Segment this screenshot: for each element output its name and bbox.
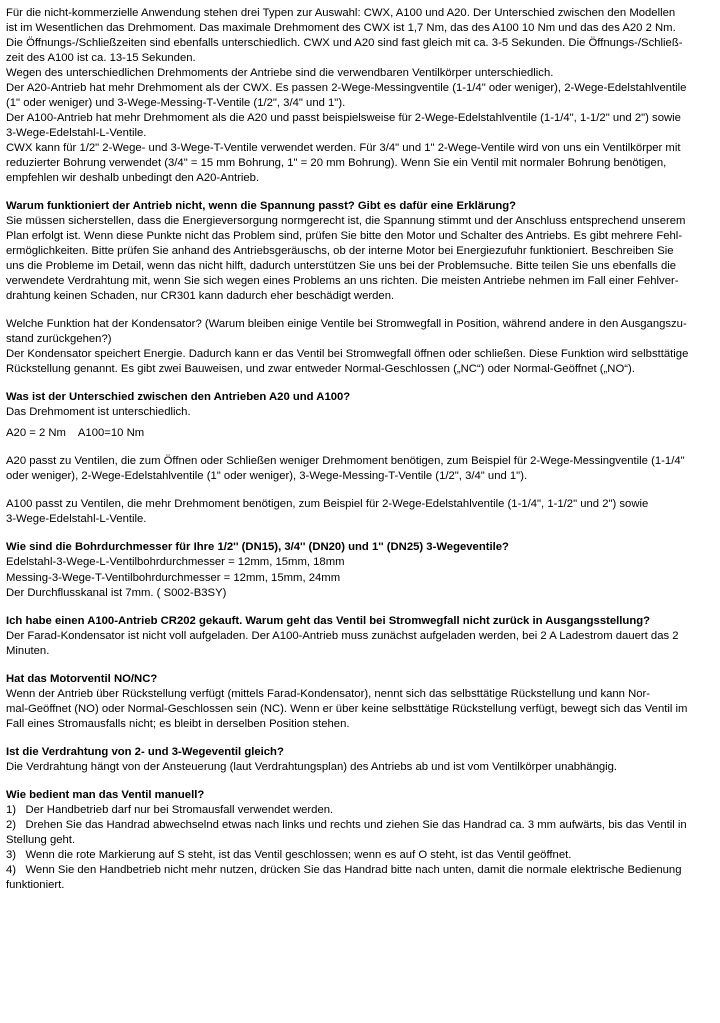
text-line: 4) Wenn Sie den Handbetrieb nicht mehr nutzen, drücken Sie das Handrad bitte nach unten, damit die normale elektrische Bedienung bbox=[6, 863, 682, 876]
text-line: Sie müssen sicherstellen, dass die Energieversorgung normgerecht ist, die Spannung stimmt und der Anschluss entsprechend unserem bbox=[6, 215, 686, 228]
document-body bbox=[6, 6, 712, 893]
text-line: 3) Wenn die rote Markierung auf S steht, ist das Ventil geschlossen; wenn es auf O steht, ist das Ventil geöffnet. bbox=[6, 848, 572, 861]
paragraph bbox=[6, 426, 712, 441]
text-line: ist im Wesentlichen das Drehmoment. Das maximale Drehmoment des CWX ist 1,7 Nm, das des A100 10 Nm und das des A20 2 Nm. bbox=[6, 22, 676, 35]
text-line: A100 passt zu Ventilen, die mehr Drehmoment benötigen, zum Beispiel für 2-Wege-Edelstahlventile (1-1/4", 1-1/2" und 2") sowie bbox=[6, 498, 649, 511]
paragraph bbox=[6, 405, 712, 420]
paragraph-spacer bbox=[6, 775, 712, 788]
text-line: Plan erfolgt ist. Wenn diese Punkte nicht das Problem sind, prüfen Sie bitte den Motor und Schalter des Antriebs. Es gibt mehrere Fehl- bbox=[6, 230, 683, 243]
faq-question bbox=[6, 614, 712, 629]
paragraph bbox=[6, 629, 712, 659]
paragraph bbox=[6, 6, 712, 66]
paragraph bbox=[6, 317, 712, 347]
text-line: Edelstahl-3-Wege-L-Ventilbohrdurchmesser = 12mm, 15mm, 18mm bbox=[6, 556, 345, 569]
text-line: Der Kondensator speichert Energie. Dadurch kann er das Ventil bei Stromwegfall öffnen oder schließen. Diese Funktion wird selbsttätige bbox=[6, 348, 689, 361]
paragraph bbox=[6, 687, 712, 732]
text-line: uns die Probleme im Detail, wenn das nicht hilft, dadurch unterstützen Sie uns bei der Problemsuche. Bitte teilen Sie uns ebenfalls die bbox=[6, 260, 677, 273]
text-line: Wie sind die Bohrdurchmesser für Ihre 1/2'' (DN15), 3/4'' (DN20) und 1'' (DN25) 3-Wegeventile? bbox=[6, 541, 509, 554]
text-line: verwendete Verdrahtung mit, wenn Sie sich wegen eines Problems an uns richten. Die meisten Antriebe nehmen im Fall einer Fehlver- bbox=[6, 275, 679, 288]
paragraph-spacer bbox=[6, 601, 712, 614]
faq-question bbox=[6, 390, 712, 405]
paragraph-spacer bbox=[6, 484, 712, 497]
paragraph-spacer bbox=[6, 441, 712, 454]
paragraph-spacer bbox=[6, 659, 712, 672]
faq-question bbox=[6, 540, 712, 555]
text-line: Der A20-Antrieb hat mehr Drehmoment als der CWX. Es passen 2-Wege-Messingventile (1-1/4" oder weniger), 2-Wege-Edelstahlventile bbox=[6, 82, 687, 95]
paragraph-spacer bbox=[6, 377, 712, 390]
paragraph bbox=[6, 141, 712, 186]
text-line: 3-Wege-Edelstahl-L-Ventile. bbox=[6, 127, 147, 140]
text-line: Hat das Motorventil NO/NC? bbox=[6, 672, 158, 685]
paragraph bbox=[6, 760, 712, 775]
paragraph bbox=[6, 111, 712, 141]
text-line: Die Öffnungs-/Schließzeiten sind ebenfalls unterschiedlich. CWX und A20 sind fast gleich mit ca. 3-5 Sekunden. Die Öffnungs-/Schließ- bbox=[6, 37, 683, 50]
paragraph bbox=[6, 214, 712, 304]
text-line: stand zurückgehen?) bbox=[6, 333, 112, 346]
paragraph bbox=[6, 454, 712, 484]
text-line: CWX kann für 1/2" 2-Wege- und 3-Wege-T-Ventile verwendet werden. Für 3/4" und 1" 2-Wege-Ventile wird von uns ein Ventilkörper mit bbox=[6, 142, 681, 155]
faq-question bbox=[6, 745, 712, 760]
text-line: Fall eines Stromausfalls nicht; es bleibt in derselben Position stehen. bbox=[6, 717, 350, 730]
text-line: reduzierter Bohrung verwendet (3/4" = 15 mm Bohrung, 1" = 20 mm Bohrung). Wenn Sie ein Ventil mit normaler Bohrung benötigen, bbox=[6, 157, 667, 170]
text-line: Warum funktioniert der Antrieb nicht, wenn die Spannung passt? Gibt es dafür eine Erklärung? bbox=[6, 200, 517, 213]
paragraph bbox=[6, 555, 712, 600]
text-line: Wegen des unterschiedlichen Drehmoments der Antriebe sind die verwendbaren Ventilkörper unterschiedlich. bbox=[6, 67, 554, 80]
paragraph bbox=[6, 497, 712, 527]
paragraph bbox=[6, 66, 712, 81]
text-line: Der Durchflusskanal ist 7mm. ( S002-B3SY) bbox=[6, 586, 227, 599]
text-line: Für die nicht-kommerzielle Anwendung stehen drei Typen zur Auswahl: CWX, A100 und A20. Der Unterschied zwischen den Modellen bbox=[6, 7, 676, 19]
text-line: 1) Der Handbetrieb darf nur bei Stromausfall verwendet werden. bbox=[6, 803, 334, 816]
text-line: 2) Drehen Sie das Handrad abwechselnd etwas nach links und rechts und ziehen Sie das Handrad ca. 3 mm aufwärts, bis das Ventil in bbox=[6, 818, 687, 831]
text-line: A20 passt zu Ventilen, die zum Öffnen oder Schließen weniger Drehmoment benötigen, zum Beispiel für 2-Wege-Messingventile (1-1/4" bbox=[6, 455, 685, 468]
faq-question bbox=[6, 199, 712, 214]
text-line: (1" oder weniger) und 3-Wege-Messing-T-Ventile (1/2", 3/4" und 1"). bbox=[6, 97, 346, 110]
text-line: Ich habe einen A100-Antrieb CR202 gekauft. Warum geht das Ventil bei Stromwegfall nicht zurück in Ausgangsstellung? bbox=[6, 614, 651, 627]
text-line: ermöglichkeiten. Bitte prüfen Sie anhand des Antriebsgeräuschs, ob der interne Motor bei Energiezufuhr funktioniert. Beschreiben Sie bbox=[6, 245, 674, 258]
text-line: 3-Wege-Edelstahl-L-Ventile. bbox=[6, 513, 147, 526]
text-line: Was ist der Unterschied zwischen den Antrieben A20 und A100? bbox=[6, 391, 351, 404]
paragraph bbox=[6, 347, 712, 377]
text-line: mal-Geöffnet (NO) oder Normal-Geschlossen sein (NC). Wenn er über keine selbsttätige Rückstellung verfügt, bewegt sich das Ventil im bbox=[6, 702, 688, 715]
text-line: drahtung keinen Schaden, nur CR301 kann dadurch eher beschädigt werden. bbox=[6, 290, 395, 303]
text-line: oder weniger), 2-Wege-Edelstahlventile (1" oder weniger), 3-Wege-Messing-T-Ventile (1/2", 3/4" und 1"). bbox=[6, 470, 528, 483]
text-line: Messing-3-Wege-T-Ventilbohrdurchmesser = 12mm, 15mm, 24mm bbox=[6, 571, 341, 584]
text-line: A20 = 2 Nm A100=10 Nm bbox=[6, 427, 145, 440]
faq-question bbox=[6, 672, 712, 687]
text-line: Wenn der Antrieb über Rückstellung verfügt (mittels Farad-Kondensator), nennt sich das selbsttätige Rückstellung und kann Nor- bbox=[6, 687, 651, 700]
paragraph-spacer bbox=[6, 186, 712, 199]
text-line: Welche Funktion hat der Kondensator? (Warum bleiben einige Ventile bei Stromwegfall in Position, während andere in den Ausgangszu- bbox=[6, 318, 687, 331]
text-line: Stellung geht. bbox=[6, 833, 76, 846]
text-line: Wie bedient man das Ventil manuell? bbox=[6, 788, 205, 801]
text-line: Der Farad-Kondensator ist nicht voll aufgeladen. Der A100-Antrieb muss zunächst aufgeladen werden, bei 2 A Ladestrom dauert das 2 bbox=[6, 629, 679, 642]
text-line: Die Verdrahtung hängt von der Ansteuerung (laut Verdrahtungsplan) des Antriebs ab und ist vom Ventilkörper unabhängig. bbox=[6, 760, 618, 773]
text-line: Ist die Verdrahtung von 2- und 3-Wegeventil gleich? bbox=[6, 745, 284, 758]
text-line: zeit des A100 ist ca. 13-15 Sekunden. bbox=[6, 52, 196, 65]
paragraph-spacer bbox=[6, 527, 712, 540]
text-line: Das Drehmoment ist unterschiedlich. bbox=[6, 406, 191, 419]
text-line: funktioniert. bbox=[6, 878, 65, 891]
paragraph-spacer bbox=[6, 304, 712, 317]
text-line: Minuten. bbox=[6, 644, 50, 657]
paragraph bbox=[6, 81, 712, 111]
text-line: Der A100-Antrieb hat mehr Drehmoment als die A20 und passt beispielsweise für 2-Wege-Edelstahlventile (1-1/4", 1-1/2" und 2") sowie bbox=[6, 112, 681, 125]
text-line: Rückstellung genannt. Es gibt zwei Bauweisen, und zwar entweder Normal-Geschlossen („NC“) oder Normal-Geöffnet („NO“). bbox=[6, 363, 635, 376]
paragraph bbox=[6, 803, 712, 893]
paragraph-spacer bbox=[6, 732, 712, 745]
text-line: empfehlen wir deshalb unbedingt den A20-Antrieb. bbox=[6, 172, 260, 185]
faq-question bbox=[6, 788, 712, 803]
